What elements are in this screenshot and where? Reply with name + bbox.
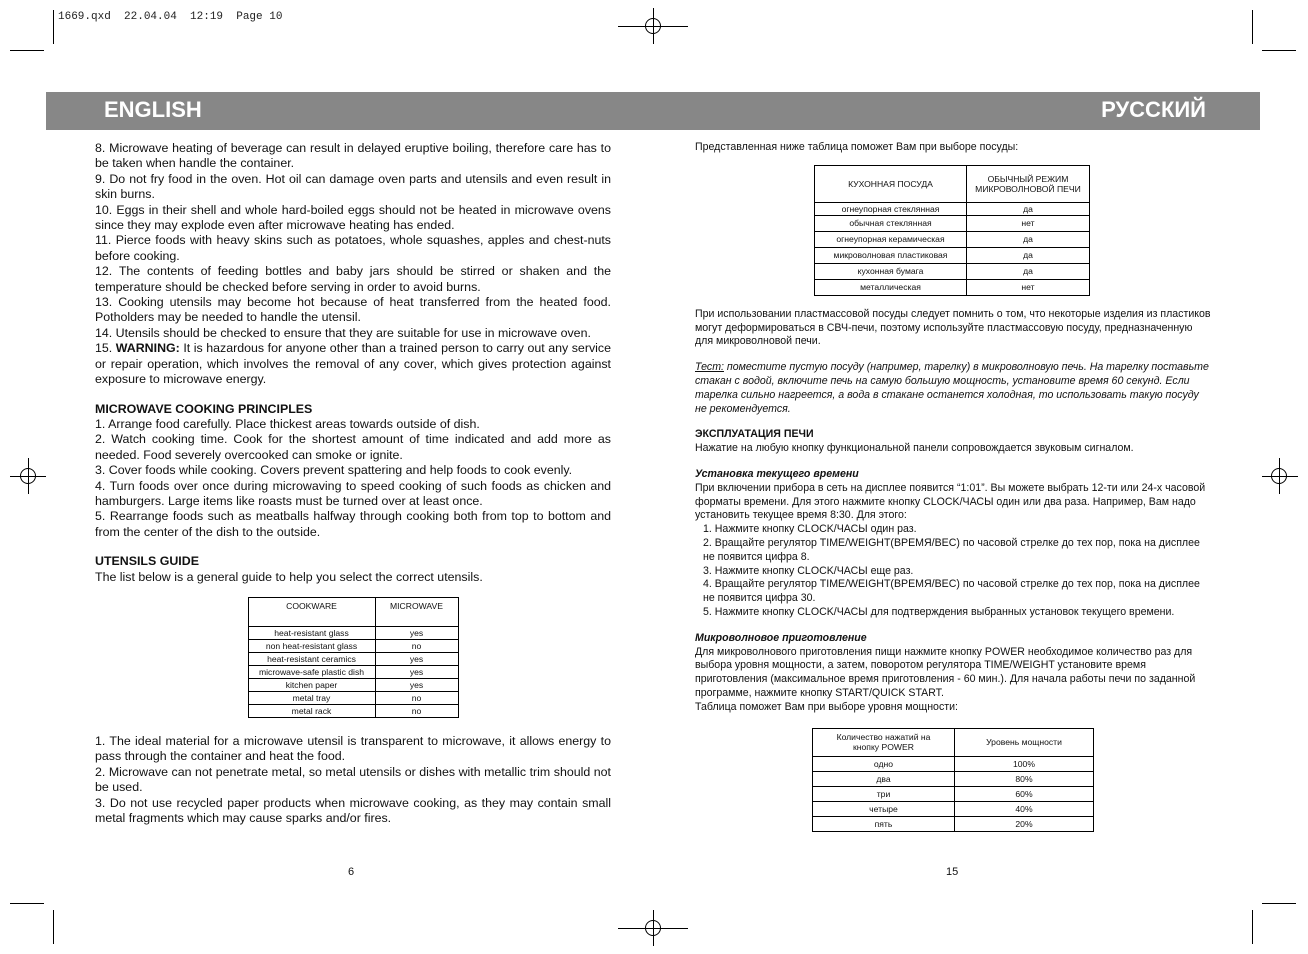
registration-circle xyxy=(1271,468,1287,484)
ru-power-table xyxy=(812,728,1094,832)
table-cell: да xyxy=(967,263,1090,279)
table-row xyxy=(813,786,1094,801)
registration-circle xyxy=(20,468,36,484)
registration-circle xyxy=(645,920,661,936)
ru-test-text: поместите пустую посуду (например, тарелку) в микроволновую печь. На тарелку поставьте стакан с водой, включите печь на самую большую мощность, установите время 60 секунд. Если тарелка сильно нагреется, а вода в стакане останется холодная, то использовать такую посуду не рекомендуется. xyxy=(695,361,1209,415)
table-cell: два xyxy=(813,771,955,786)
table-cell: микроволновая пластиковая xyxy=(815,247,967,263)
principle-item: 5. Rearrange foods such as meatballs halfway through cooking both from top to bottom and from the center of the dish to the outside. xyxy=(95,509,611,539)
note-item: 2. Microwave can not penetrate metal, so metal utensils or dishes with metallic trim should not be used. xyxy=(95,764,611,795)
table-row xyxy=(815,231,1090,247)
table-cell: четыре xyxy=(813,801,955,816)
banner-russian: РУССКИЙ xyxy=(1101,97,1206,122)
crop-mark xyxy=(1252,910,1253,944)
table-header: ОБЫЧНЫЙ РЕЖИМ МИКРОВОЛНОВОЙ ПЕЧИ xyxy=(967,165,1090,202)
item-number: 15. xyxy=(95,341,116,356)
table-cell: 100% xyxy=(955,756,1094,771)
ru-microwave-heading: Микроволновое приготовление xyxy=(695,631,867,644)
table-cell: огнеупорная стеклянная xyxy=(815,202,967,215)
ru-clock-step: 4. Вращайте регулятор TIME/WEIGHT(ВРЕМЯ/ВЕС) по часовой стрелке до тех пор, пока на дисплее не появится цифра 30. xyxy=(703,578,1200,605)
table-cell: microwave-safe plastic dish xyxy=(248,665,375,678)
table-cell: металлическая xyxy=(815,279,967,295)
ru-test-label: Тест: xyxy=(695,361,724,374)
table-row xyxy=(248,691,458,704)
table-row xyxy=(248,652,458,665)
table-cell: non heat-resistant glass xyxy=(248,639,375,652)
safety-item: 11. Pierce foods with heavy skins such as potatoes, whole squashes, apples and chest-nuts before cooking. xyxy=(95,233,611,263)
registration-circle xyxy=(645,18,661,34)
russian-column xyxy=(695,141,1211,832)
table-cell: кухонная бумага xyxy=(815,263,967,279)
table-cell: три xyxy=(813,786,955,801)
table-cell: 60% xyxy=(955,786,1094,801)
table-cell: no xyxy=(375,704,458,717)
table-cell: 40% xyxy=(955,801,1094,816)
language-banner xyxy=(46,92,1260,130)
table-header: КУХОННАЯ ПОСУДА xyxy=(815,165,967,202)
ru-plastic-note: При использовании пластмассовой посуды следует помнить о том, что некоторые изделия из пластиков могут деформироваться в СВЧ-печи, поэтому используйте пластмассовую посуду, предназначенную для микроволновой печи. xyxy=(695,307,1211,348)
principle-item: 3. Cover foods while cooking. Covers prevent spattering and help foods to cook evenly. xyxy=(95,463,573,478)
table-cell: yes xyxy=(375,665,458,678)
table-cell: metal rack xyxy=(248,704,375,717)
crop-mark xyxy=(53,10,54,44)
table-row xyxy=(248,639,458,652)
table-row xyxy=(815,215,1090,231)
table-cell: yes xyxy=(375,652,458,665)
ru-clock-text: При включении прибора в сеть на дисплее появится “1:01”. Вы можете выбрать 12-ти или 24-х часовой форматы времени. Для этого нажмите кнопку CLOCK/ЧАСЫ один или два раза. Например, Вам надо установить текущее время 8:30. Для этого: xyxy=(695,481,1206,522)
table-cell: пять xyxy=(813,816,955,831)
crop-mark xyxy=(53,910,54,944)
table-header: Количество нажатий на кнопку POWER xyxy=(813,728,955,756)
principle-item: 1. Arrange food carefully. Place thickest areas towards outside of dish. xyxy=(95,416,480,431)
table-cell: огнеупорная керамическая xyxy=(815,231,967,247)
table-cell: kitchen paper xyxy=(248,678,375,691)
ru-clock-step: 5. Нажмите кнопку CLOCK/ЧАСЫ для подтверждения выбранных установок текущего времени. xyxy=(703,605,1175,618)
print-slug: 1669.qxd 22.04.04 12:19 Page 10 xyxy=(58,11,283,23)
english-column xyxy=(95,141,611,826)
table-cell: heat-resistant glass xyxy=(248,626,375,639)
note-item: 1. The ideal material for a microwave utensil is transparent to microwave, it allows energy to pass through the container and heat the food. xyxy=(95,733,611,764)
ru-cookware-table xyxy=(814,165,1090,296)
ru-power-intro: Таблица поможет Вам при выборе уровня мощности: xyxy=(695,700,958,713)
table-row xyxy=(248,704,458,717)
table-row xyxy=(248,665,458,678)
table-row xyxy=(815,202,1090,215)
table-cell: нет xyxy=(967,279,1090,295)
utensils-heading: UTENSILS GUIDE xyxy=(95,554,199,569)
table-row xyxy=(813,801,1094,816)
crop-mark xyxy=(1262,903,1296,904)
safety-item: 13. Cooking utensils may become hot because of heat transferred from the heated food. Potholders may be needed to handle the utensil. xyxy=(95,295,611,325)
safety-item: 10. Eggs in their shell and whole hard-boiled eggs should not be heated in microwave ovens since they may explode even after microwave heating has ended. xyxy=(95,202,611,233)
table-cell: metal tray xyxy=(248,691,375,704)
table-cell: да xyxy=(967,202,1090,215)
table-row xyxy=(248,678,458,691)
ru-operation-text: Нажатие на любую кнопку функциональной панели сопровождается звуковым сигналом. xyxy=(695,442,1134,455)
ru-clock-step: 2. Вращайте регулятор TIME/WEIGHT(ВРЕМЯ/ВЕС) по часовой стрелке до тех пор, пока на дисплее не появится цифра 8. xyxy=(703,536,1200,563)
crop-mark xyxy=(10,903,44,904)
utensils-intro: The list below is a general guide to help you select the correct utensils. xyxy=(95,569,483,584)
ru-microwave-text: Для микроволнового приготовления пищи нажмите кнопку POWER необходимое количество раз для выбора уровня мощности, а затем, поворотом регулятора TIME/WEIGHT установите время приготовления (максимальное время приготовления - 60 мин.). Для начала работы печи по заданной программе, нажмите кнопку START/QUICK START. xyxy=(695,645,1196,699)
page-number-right: 15 xyxy=(946,866,959,878)
table-header: COOKWARE xyxy=(248,597,375,626)
safety-item: 12. The contents of feeding bottles and baby jars should be stirred or shaken and the temperature should be checked before serving in order to avoid burns. xyxy=(95,264,611,294)
safety-item: 14. Utensils should be checked to ensure that they are suitable for use in microwave oven. xyxy=(95,325,591,340)
principle-item: 4. Turn foods over once during microwaving to speed cooking of such foods as chicken and hamburgers. Large items like roasts must be turned over at least once. xyxy=(95,478,611,508)
table-row xyxy=(813,756,1094,771)
banner-english: ENGLISH xyxy=(104,97,202,122)
table-row xyxy=(815,263,1090,279)
safety-item-warning xyxy=(95,341,611,387)
ru-operation-heading: ЭКСПЛУАТАЦИЯ ПЕЧИ xyxy=(695,428,814,441)
ru-clock-heading: Установка текущего времени xyxy=(695,467,859,480)
safety-item: 9. Do not fry food in the oven. Hot oil can damage oven parts and utensils and even result in skin burns. xyxy=(95,171,611,202)
table-cell: yes xyxy=(375,626,458,639)
table-cell: одно xyxy=(813,756,955,771)
table-header: Уровень мощности xyxy=(955,728,1094,756)
ru-intro: Представленная ниже таблица поможет Вам при выборе посуды: xyxy=(695,141,1019,153)
table-cell: обычная стеклянная xyxy=(815,215,967,231)
table-row xyxy=(813,816,1094,831)
table-cell: no xyxy=(375,639,458,652)
table-row xyxy=(815,247,1090,263)
crop-mark xyxy=(1252,10,1253,44)
table-row xyxy=(815,279,1090,295)
safety-item: 8. Microwave heating of beverage can result in delayed eruptive boiling, therefore care has to be taken when handle the container. xyxy=(95,141,611,171)
table-cell: yes xyxy=(375,678,458,691)
page-number-left: 6 xyxy=(348,866,355,878)
table-cell: 20% xyxy=(955,816,1094,831)
table-row xyxy=(813,771,1094,786)
crop-mark xyxy=(1262,50,1296,51)
table-cell: 80% xyxy=(955,771,1094,786)
table-cell: нет xyxy=(967,215,1090,231)
ru-clock-step: 3. Нажмите кнопку CLOCK/ЧАСЫ еще раз. xyxy=(703,564,914,577)
principle-item: 2. Watch cooking time. Cook for the shortest amount of time indicated and add more as needed. Food severely overcooked can smoke or ignite. xyxy=(95,432,611,462)
table-cell: heat-resistant ceramics xyxy=(248,652,375,665)
table-cell: да xyxy=(967,231,1090,247)
warning-text: It is hazardous for anyone other than a trained person to carry out any service or repair operation, which involves the removal of any cover, which gives protection against exposure to microwave energy. xyxy=(95,341,611,387)
ru-clock-step: 1. Нажмите кнопку CLOCK/ЧАСЫ один раз. xyxy=(703,523,917,536)
table-row xyxy=(248,626,458,639)
ru-test-paragraph xyxy=(695,361,1211,416)
table-header: MICROWAVE xyxy=(375,597,458,626)
principles-heading: MICROWAVE COOKING PRINCIPLES xyxy=(95,401,313,416)
table-cell: да xyxy=(967,247,1090,263)
crop-mark xyxy=(10,50,44,51)
table-cell: no xyxy=(375,691,458,704)
warning-label: WARNING: xyxy=(115,341,180,356)
note-item: 3. Do not use recycled paper products when microwave cooking, as they may contain small metal fragments which may cause sparks and/or fires. xyxy=(95,795,611,825)
utensils-table xyxy=(248,597,459,718)
